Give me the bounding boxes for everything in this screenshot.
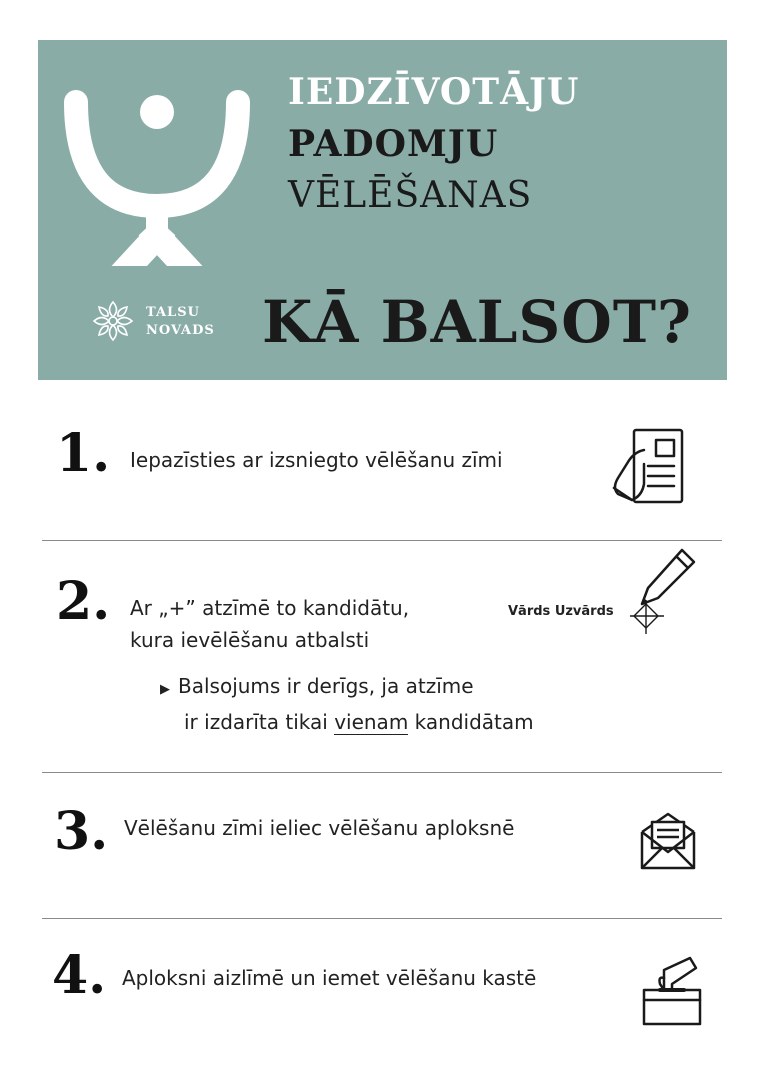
ballot-box-icon — [640, 954, 704, 1028]
title-line-1: IEDZĪVOTĀJU — [288, 71, 580, 113]
bullet-triangle-icon: ▶ — [160, 682, 170, 697]
person-figure-icon — [62, 66, 252, 266]
pencil-mark-icon — [624, 544, 700, 636]
header-banner — [38, 40, 727, 380]
envelope-letter-icon — [638, 810, 698, 872]
step-2-text-line-2: kura ievēlēšanu atbalsti — [130, 628, 370, 652]
validity-note — [160, 670, 534, 738]
note-line-1-text: Balsojums ir derīgs, ja atzīme — [178, 674, 474, 698]
step-3-number: 3. — [54, 801, 109, 862]
step-1-text: Iepazīsties ar izsniegto vēlēšanu zīmi — [130, 448, 503, 472]
divider-3 — [42, 918, 722, 919]
title-line-2: PADOMJU — [288, 123, 499, 165]
logo-line-1: TALSU — [146, 305, 200, 320]
step-2-text — [130, 592, 409, 656]
logo-line-2: NOVADS — [146, 323, 215, 338]
title-line-3: VĒLĒŠANAS — [288, 175, 533, 216]
step-2-number: 2. — [56, 571, 111, 632]
note-line-2-pre: ir izdarīta tikai — [184, 710, 335, 734]
step-1-number: 1. — [56, 423, 111, 484]
step-3-text: Vēlēšanu zīmi ieliec vēlēšanu aploksnē — [124, 816, 515, 840]
divider-1 — [42, 540, 722, 541]
hand-document-icon — [608, 426, 686, 506]
talsu-novads-logo-icon — [90, 298, 136, 344]
sample-candidate-name: Vārds Uzvārds — [508, 604, 614, 619]
note-line-2-post: kandidātam — [408, 710, 534, 734]
page-question: KĀ BALSOT? — [262, 288, 692, 356]
divider-2 — [42, 772, 722, 773]
note-line-1 — [160, 670, 534, 706]
logo-text — [146, 304, 215, 340]
note-line-2 — [160, 706, 534, 738]
note-underlined-word: vienam — [334, 710, 409, 734]
step-2-text-line-1: Ar „+” atzīmē to kandidātu, — [130, 596, 410, 620]
step-4-text: Aploksni aizlīmē un iemet vēlēšanu kastē — [122, 966, 537, 990]
step-4-number: 4. — [52, 945, 107, 1006]
